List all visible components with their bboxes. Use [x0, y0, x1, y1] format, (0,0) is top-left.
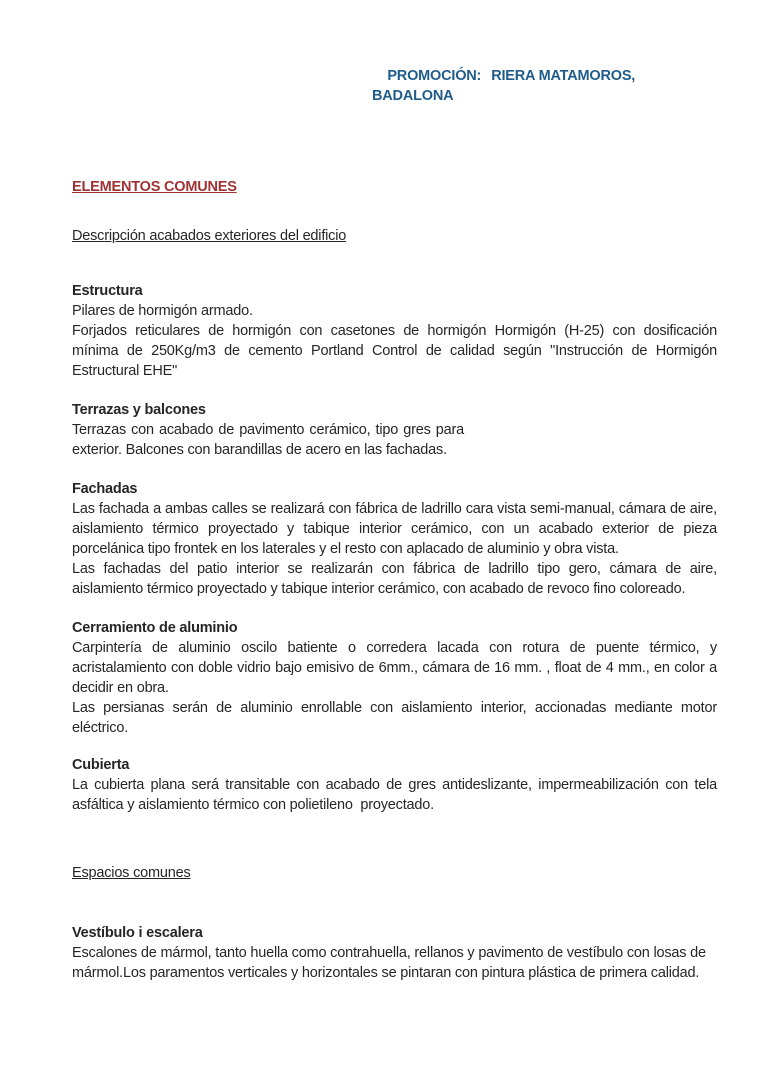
- section-fachadas: [72, 479, 721, 599]
- subtitle-exterior: Descripción acabados exteriores del edificio: [72, 228, 347, 244]
- paragraph-estructura-2: Forjados reticulares de hormigón con casetones de hormigón Hormigón (H-25) con dosificación mínima de 250Kg/m3 de cemento Portland Control de calidad según "Instrucción de Hormigón Estructural EHE": [72, 323, 721, 379]
- section-heading-cerramiento: Cerramiento de aluminio: [72, 620, 238, 636]
- paragraph-cerramiento-1: Carpintería de aluminio oscilo batiente o corredera lacada con rotura de puente térmico, y acristalamiento con doble vidrio bajo emisivo de 6mm., cámara de 16 mm. , float de 4 mm., en color a decidir en obra.: [72, 640, 721, 696]
- paragraph-terrazas-1: Terrazas con acabado de pavimento cerámico, tipo gres para exterior. Balcones con barandillas de acero en las fachadas.: [72, 422, 468, 458]
- section-heading-estructura: Estructura: [72, 283, 143, 299]
- paragraph-vestibulo-1: Escalones de mármol, tanto huella como contrahuella, rellanos y pavimento de vestíbulo con losas de mármol.Los paramentos verticales y horizontales se pintaran con pintura plástica de primera calidad.: [72, 945, 710, 981]
- section-cubierta: [72, 755, 721, 815]
- section-vestibulo: [72, 923, 717, 983]
- section-heading-terrazas: Terrazas y balcones: [72, 402, 206, 418]
- paragraph-fachadas-2: Las fachadas del patio interior se realizarán con fábrica de ladrillo tipo gero, cámara de aire, aislamiento térmico proyectado y tabique interior cerámico, con acabado de revoco fino coloreado.: [72, 561, 721, 597]
- subtitle-comunes: Espacios comunes: [72, 865, 191, 881]
- promotion-value: RIERA MATAMOROS, BADALONA: [372, 68, 643, 104]
- promotion-header: [72, 46, 717, 126]
- promotion-label: PROMOCIÓN:: [387, 68, 482, 84]
- section-estructura: [72, 281, 721, 381]
- paragraph-cerramiento-2: Las persianas serán de aluminio enrollable con aislamiento interior, accionadas mediante motor eléctrico.: [72, 700, 721, 736]
- section-heading-cubierta: Cubierta: [72, 757, 130, 773]
- section-heading-fachadas: Fachadas: [72, 481, 138, 497]
- paragraph-estructura-1: Pilares de hormigón armado.: [72, 303, 253, 319]
- paragraph-fachadas-1: Las fachada a ambas calles se realizará con fábrica de ladrillo cara vista semi-manual, cámara de aire, aislamiento térmico proyectado y tabique interior cerámico, con un acabado exterior de pieza porcelánica tipo frontek en los laterales y el resto con aplacado de aluminio y obra vista.: [72, 501, 721, 557]
- section-terrazas: [72, 400, 717, 460]
- document-title: ELEMENTOS COMUNES: [72, 179, 237, 195]
- section-cerramiento: [72, 618, 721, 738]
- section-heading-vestibulo: Vestíbulo i escalera: [72, 925, 203, 941]
- paragraph-cubierta-1: La cubierta plana será transitable con acabado de gres antideslizante, impermeabilización con tela asfáltica y aislamiento térmico con polietileno proyectado.: [72, 777, 721, 813]
